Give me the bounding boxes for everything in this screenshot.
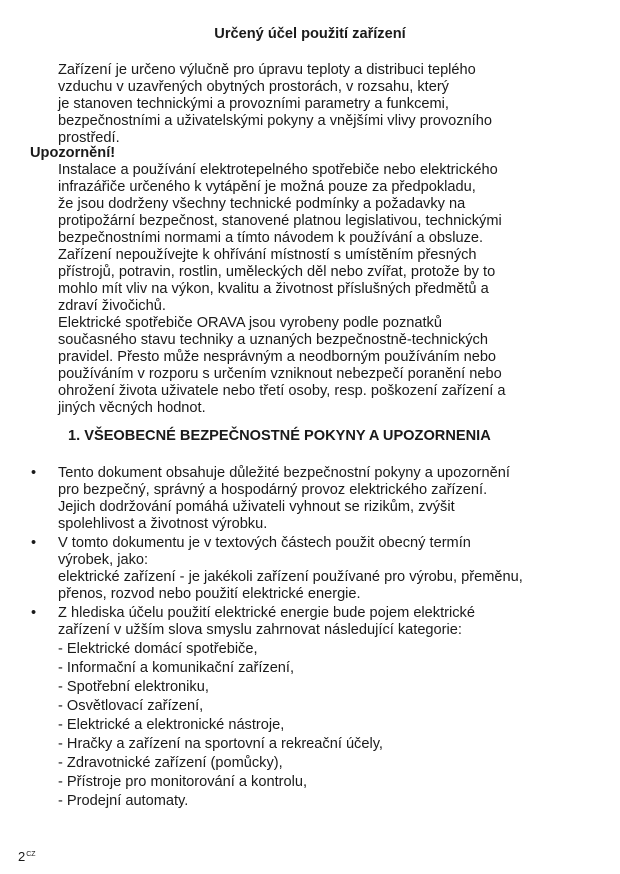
warning-line: že jsou dodrženy všechny technické podmínky a požadavky na — [58, 196, 466, 212]
page-number — [18, 847, 36, 865]
bullet-line: Tento dokument obsahuje důležité bezpečnostní pokyny a upozornění — [58, 465, 510, 481]
bullet-line: přenos, rozvod nebo použití elektrické energie. — [58, 586, 361, 602]
warning-line: protipožární bezpečnost, stanovené platnou legislativou, technickými — [58, 213, 502, 229]
warning-line: ohrožení života uživatele nebo třetí osoby, resp. poškození zařízení a — [58, 383, 506, 399]
bullet-line: elektrické zařízení - je jakékoli zařízení používané pro výrobu, přeměnu, — [58, 569, 523, 585]
intro-line: Zařízení je určeno výlučně pro úpravu teploty a distribuci teplého — [58, 62, 476, 78]
warning-line: Zařízení nepoužívejte k ohřívání místností s umístěním přesných — [58, 247, 477, 263]
warning-line: současného stavu techniky a uznaných bezpečnostně-technických — [58, 332, 488, 348]
warning-line: bezpečnostními normami a tímto návodem k používání a obsluze. — [58, 230, 484, 246]
bullet-line: zařízení v užším slova smyslu zahrnovat následující kategorie: — [58, 622, 462, 638]
bullet-line: výrobek, jako: — [58, 552, 149, 568]
intro-line: bezpečnostními a uživatelskými pokyny a vnějšími vlivy provozního — [58, 113, 492, 129]
warning-line: přístrojů, potravin, rostlin, uměleckých děl nebo zvířat, protože by to — [58, 264, 496, 280]
category-item: - Přístroje pro monitorování a kontrolu, — [58, 774, 308, 790]
bullet-line: Jejich dodržování pomáhá uživateli vyhnout se rizikům, zvýšit — [58, 499, 455, 515]
bullet-marker: • — [31, 605, 37, 621]
bullet-line: spolehlivost a životnost výrobku. — [58, 516, 268, 532]
warning-line: zdraví živočichů. — [58, 298, 166, 314]
category-item: - Spotřební elektroniku, — [58, 679, 209, 695]
bullet-line: Z hlediska účelu použití elektrické energie bude pojem elektrické — [58, 605, 475, 621]
page-language: CZ — [26, 851, 36, 858]
bullet-line: V tomto dokumentu je v textových částech použit obecný termín — [58, 535, 471, 551]
section-heading: 1. VŠEOBECNÉ BEZPEČNOSTNÉ POKYNY A UPOZORNENIA — [68, 428, 491, 444]
category-item: - Osvětlovací zařízení, — [58, 698, 204, 714]
bullet-marker: • — [31, 535, 37, 551]
intro-line: prostředí. — [58, 130, 120, 146]
category-item: - Zdravotnické zařízení (pomůcky), — [58, 755, 283, 771]
bullet-marker: • — [31, 465, 37, 481]
warning-line: Instalace a používání elektrotepelného spotřebiče nebo elektrického — [58, 162, 498, 178]
category-item: - Prodejní automaty. — [58, 793, 189, 809]
intro-line: je stanoven technickými a provozními parametry a funkcemi, — [58, 96, 449, 112]
category-item: - Informační a komunikační zařízení, — [58, 660, 295, 676]
page-number-value: 2 — [18, 849, 26, 864]
category-item: - Elektrické a elektronické nástroje, — [58, 717, 285, 733]
category-item: - Elektrické domácí spotřebiče, — [58, 641, 258, 657]
warning-line: Elektrické spotřebiče ORAVA jsou vyrobeny podle poznatků — [58, 315, 442, 331]
warning-line: mohlo mít vliv na výkon, kvalitu a životnost příslušných předmětů a — [58, 281, 489, 297]
warning-line: jiných věcných hodnot. — [58, 400, 206, 416]
warning-line: používáním v rozporu s určením vzniknout nebezpečí poranění nebo — [58, 366, 502, 382]
intro-line: vzduchu v uzavřených obytných prostorách, v rozsahu, který — [58, 79, 449, 95]
warning-heading: Upozornění! — [30, 145, 116, 161]
page-title: Určený účel použití zařízení — [214, 26, 406, 42]
warning-line: infrazářiče určeného k vytápění je možná pouze za předpokladu, — [58, 179, 476, 195]
bullet-line: pro bezpečný, správný a hospodárný provoz elektrického zařízení. — [58, 482, 488, 498]
category-item: - Hračky a zařízení na sportovní a rekreační účely, — [58, 736, 383, 752]
warning-line: pravidel. Přesto může nesprávným a neodborným používáním nebo — [58, 349, 497, 365]
